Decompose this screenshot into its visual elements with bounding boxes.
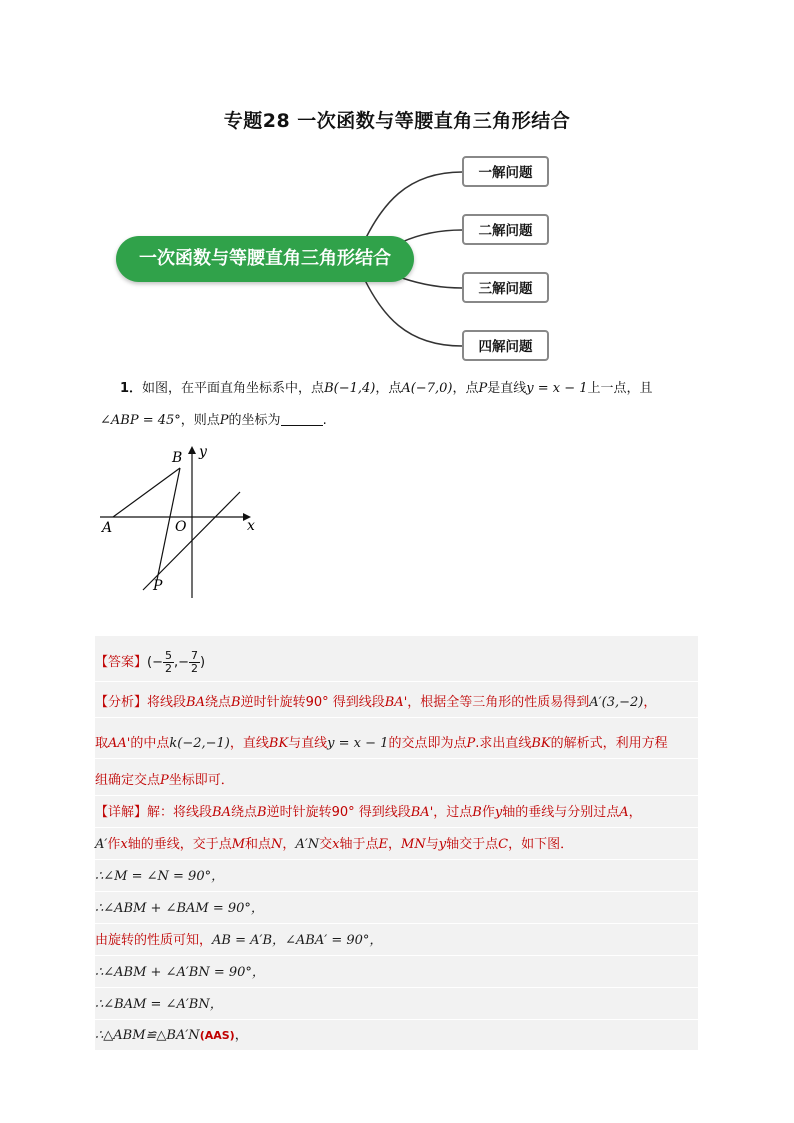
mindmap-branch-3: 三解问题: [462, 272, 549, 303]
detail-step-2: ∴∠ABM + ∠BAM = 90°，: [95, 894, 698, 924]
answer-tag: 【答案】: [95, 655, 148, 670]
detail-step-1: ∴∠M = ∠N = 90°，: [95, 862, 698, 892]
detail-line-2: A′作x轴的垂线，交于点M和点N，A′N交x轴于点E，MN与y轴交于点C，如下图．: [95, 830, 698, 860]
mindmap-center: 一次函数与等腰直角三角形结合: [116, 236, 414, 282]
analysis-tag: 【分析】: [95, 695, 148, 710]
detail-step-6: ∴△ABM≌△BA′N(AAS)，: [95, 1028, 248, 1043]
mindmap-branch-4: 四解问题: [462, 330, 549, 361]
label-A: A: [102, 520, 113, 536]
y-axis-arrow: [188, 446, 196, 454]
label-y: y: [199, 444, 207, 460]
analysis-line-1: 【分析】将线段BA绕点B逆时针旋转90° 得到线段BA'，根据全等三角形的性质易得到A′(3,−2)，: [95, 688, 698, 718]
segment-AB: [113, 468, 180, 517]
mindmap-branch-2: 二解问题: [462, 214, 549, 245]
analysis-line-3: 组确定交点P坐标即可．: [95, 766, 698, 796]
label-P: P: [153, 578, 163, 594]
question-line-2: ∠ABP = 45°，则点P的坐标为 .: [100, 413, 327, 428]
page-title: 专题28 一次函数与等腰直角三角形结合: [223, 110, 571, 132]
mindmap-branch-1: 一解问题: [462, 156, 549, 187]
answer-blank: [281, 411, 323, 426]
detail-tag: 【详解】: [95, 805, 148, 820]
detail-step-4: ∴∠ABM + ∠A′BN = 90°，: [95, 958, 698, 988]
analysis-line-2: 取AA'的中点k(−2,−1)，直线BK与直线y = x − 1的交点即为点P.求出直线BK的解析式，利用方程: [95, 729, 698, 759]
label-B: B: [172, 450, 183, 466]
fraction-5-2: $\frac{5}{2}$: [164, 649, 172, 675]
coordinate-figure: [95, 440, 275, 605]
question-number: 1．: [120, 381, 143, 396]
label-O: O: [175, 519, 187, 535]
detail-step-5: ∴∠BAM = ∠A′BN，: [95, 990, 698, 1020]
answer-line: 【答案】(− $\frac{5}{2}$ ,− $\frac{7}{2}$ ): [95, 644, 698, 682]
fraction-7-2: $\frac{7}{2}$: [191, 649, 199, 675]
detail-step-3: 由旋转的性质可知，AB = A′B，∠ABA′ = 90°，: [95, 926, 698, 956]
question-line-1: 1．如图，在平面直角坐标系中，点B(−1,4)，点A(−7,0)，点P是直线y = x − 1上一点，且: [120, 381, 653, 396]
detail-line-1: 【详解】解：将线段BA绕点B逆时针旋转90° 得到线段BA'，过点B作y轴的垂线与分别过点A，: [95, 798, 698, 828]
label-x: x: [247, 518, 255, 534]
